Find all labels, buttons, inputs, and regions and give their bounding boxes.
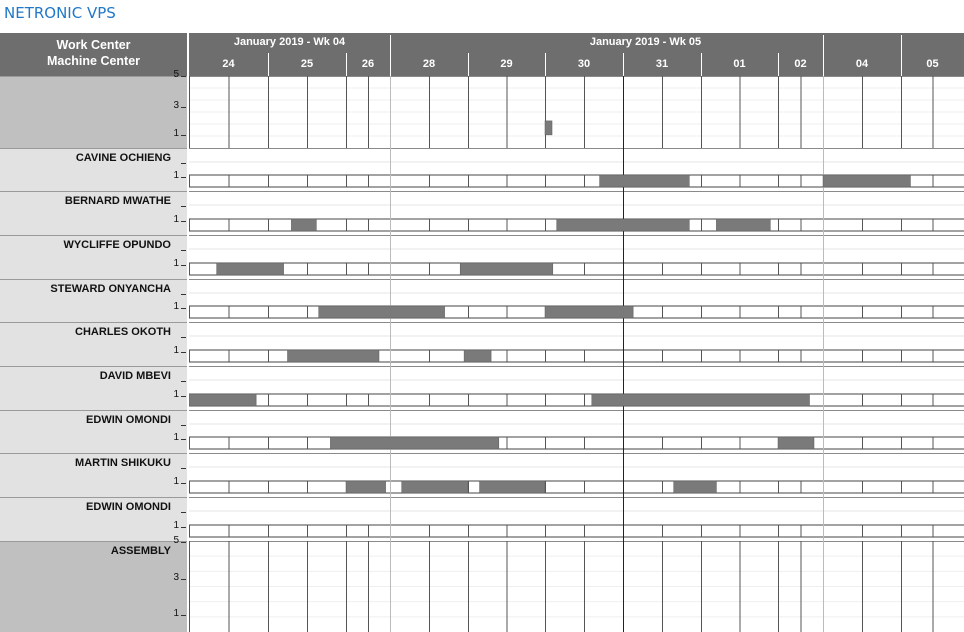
day-label: 02 bbox=[794, 58, 807, 70]
capacity-tick-mark bbox=[181, 425, 186, 426]
resource-row-label[interactable] bbox=[0, 453, 187, 497]
capacity-tick-mark bbox=[181, 177, 186, 178]
load-bar bbox=[545, 306, 633, 318]
resource-row-label[interactable] bbox=[0, 148, 187, 191]
day-label: 29 bbox=[500, 58, 513, 70]
capacity-tick-label: 1 bbox=[173, 214, 179, 225]
capacity-tick-mark bbox=[181, 308, 186, 309]
app-title: NETRONIC VPS bbox=[4, 4, 116, 22]
resource-name: DAVID MBEVI bbox=[99, 370, 171, 382]
day-separator bbox=[823, 53, 824, 76]
resource-name: MARTIN SHIKUKU bbox=[75, 457, 171, 469]
capacity-tick-mark bbox=[181, 265, 186, 266]
load-bar bbox=[464, 350, 491, 362]
load-bar bbox=[823, 175, 910, 187]
load-bar bbox=[460, 263, 553, 275]
capacity-tick-label: 1 bbox=[173, 432, 179, 443]
capacity-tick-label: 1 bbox=[173, 170, 179, 181]
capacity-tick-mark bbox=[181, 396, 186, 397]
capacity-tick-mark bbox=[181, 76, 186, 77]
resource-row-label[interactable] bbox=[0, 69, 187, 148]
capacity-tick-mark bbox=[181, 163, 186, 164]
capacity-tick-label: 1 bbox=[173, 476, 179, 487]
resource-name: BERNARD MWATHE bbox=[64, 195, 171, 207]
load-bar bbox=[600, 175, 690, 187]
resource-name: EDWIN OMONDI bbox=[86, 501, 171, 513]
capacity-tick-mark bbox=[181, 250, 186, 251]
day-label: 24 bbox=[222, 58, 235, 70]
gantt-grid[interactable] bbox=[189, 76, 964, 632]
capacity-tick-mark bbox=[181, 483, 186, 484]
load-bar bbox=[217, 263, 284, 275]
machine-center-label: Machine Center bbox=[46, 54, 141, 68]
capacity-tick-mark bbox=[181, 107, 186, 108]
capacity-tick-label: 3 bbox=[173, 572, 179, 584]
capacity-tick-mark bbox=[181, 542, 186, 543]
day-label: 26 bbox=[361, 58, 375, 70]
resource-name: ASSEMBLY bbox=[110, 545, 171, 557]
resource-name: WYCLIFFE OPUNDO bbox=[63, 239, 171, 251]
capacity-tick-mark bbox=[181, 527, 186, 528]
capacity-tick-mark bbox=[181, 381, 186, 382]
resource-row-label[interactable] bbox=[0, 279, 187, 322]
resource-row-label[interactable] bbox=[0, 191, 187, 235]
day-separator bbox=[623, 53, 624, 76]
resource-row-label[interactable] bbox=[0, 534, 187, 632]
capacity-tick-mark bbox=[181, 468, 186, 469]
capacity-tick-label: 1 bbox=[173, 607, 179, 619]
capacity-tick-label: 1 bbox=[173, 389, 179, 400]
capacity-tick-label: 3 bbox=[173, 99, 179, 111]
resource-row-label[interactable] bbox=[0, 235, 187, 279]
capacity-tick-mark bbox=[181, 579, 186, 580]
load-bar bbox=[288, 350, 380, 362]
capacity-tick-label: 5 bbox=[173, 534, 179, 546]
resource-row-label[interactable] bbox=[0, 497, 187, 541]
resource-name: STEWARD ONYANCHA bbox=[50, 283, 171, 295]
capacity-tick-mark bbox=[181, 512, 186, 513]
resource-row-label[interactable] bbox=[0, 410, 187, 453]
load-bar bbox=[716, 219, 770, 231]
capacity-tick-label: 5 bbox=[173, 69, 179, 81]
day-label: 25 bbox=[300, 58, 314, 70]
load-bar bbox=[330, 437, 498, 449]
capacity-tick-mark bbox=[181, 615, 186, 616]
timeline-header bbox=[189, 33, 964, 76]
resource-name: EDWIN OMONDI bbox=[86, 414, 171, 426]
capacity-tick-mark bbox=[181, 294, 186, 295]
resource-name: CAVINE OCHIENG bbox=[75, 152, 171, 164]
load-bar bbox=[319, 306, 445, 318]
day-separator bbox=[778, 53, 779, 76]
day-label: 31 bbox=[655, 58, 669, 70]
load-bar bbox=[189, 394, 256, 406]
resource-row-label[interactable] bbox=[0, 322, 187, 366]
day-separator bbox=[268, 53, 269, 76]
day-separator bbox=[468, 53, 469, 76]
capacity-tick-mark bbox=[181, 221, 186, 222]
capacity-tick-mark bbox=[181, 439, 186, 440]
load-bar bbox=[291, 219, 316, 231]
load-bar bbox=[674, 481, 717, 493]
load-bar bbox=[557, 219, 690, 231]
day-label: 01 bbox=[733, 58, 746, 70]
week-label: January 2019 - Wk 04 bbox=[233, 36, 346, 48]
capacity-tick-label: 1 bbox=[173, 520, 179, 531]
load-bar bbox=[402, 481, 468, 493]
resource-row-label[interactable] bbox=[0, 366, 187, 410]
week-label: January 2019 - Wk 05 bbox=[589, 36, 702, 48]
capacity-tick-label: 1 bbox=[173, 127, 179, 139]
day-separator bbox=[390, 53, 391, 76]
day-separator bbox=[901, 53, 902, 76]
capacity-tick-mark bbox=[181, 352, 186, 353]
day-separator bbox=[545, 53, 546, 76]
gantt-chart-canvas[interactable] bbox=[189, 76, 964, 632]
work-center-label: Work Center bbox=[56, 38, 131, 52]
capacity-tick-label: 1 bbox=[173, 301, 179, 312]
load-bar bbox=[545, 121, 552, 135]
day-label: 30 bbox=[577, 58, 591, 70]
capacity-tick-mark bbox=[181, 135, 186, 136]
day-separator bbox=[701, 53, 702, 76]
capacity-tick-mark bbox=[181, 206, 186, 207]
capacity-tick-label: 1 bbox=[173, 258, 179, 269]
load-bar bbox=[480, 481, 545, 493]
load-bar bbox=[346, 481, 386, 493]
capacity-tick-mark bbox=[181, 337, 186, 338]
load-bar bbox=[592, 394, 810, 406]
day-label: 04 bbox=[855, 58, 869, 70]
capacity-tick-label: 1 bbox=[173, 345, 179, 356]
day-label: 05 bbox=[926, 58, 939, 70]
load-bar bbox=[778, 437, 814, 449]
resource-name: CHARLES OKOTH bbox=[75, 326, 171, 338]
day-separator bbox=[346, 53, 347, 76]
work-center-header bbox=[0, 33, 187, 76]
day-label: 28 bbox=[422, 58, 436, 70]
